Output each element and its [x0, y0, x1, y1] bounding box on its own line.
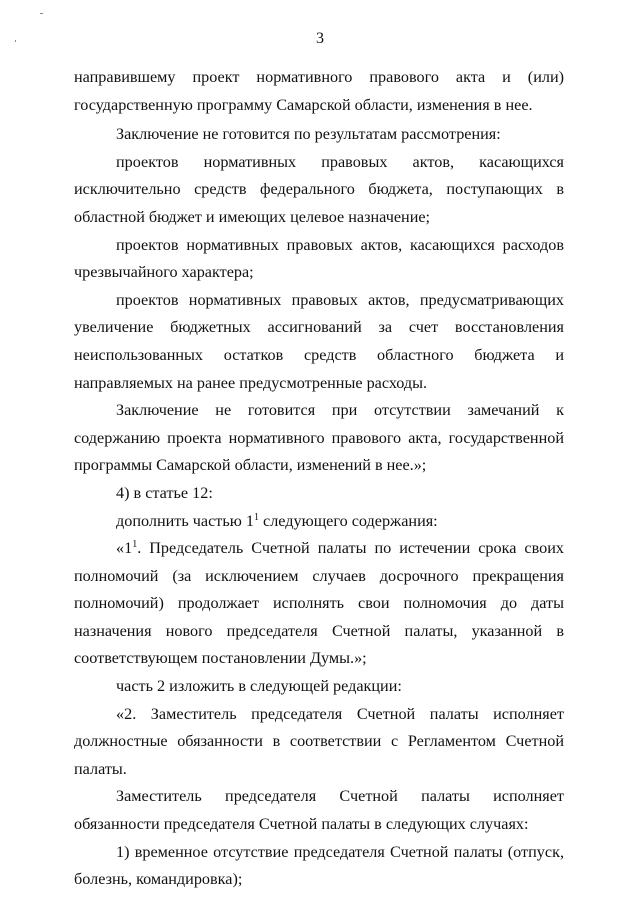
document-body [74, 64, 564, 894]
paragraph-12: Заместитель председателя Счетной палаты исполняет обязанности председателя Счетной палаты в следующих случаях: [74, 787, 564, 834]
paragraph-2: Заключение не готовится по результатам рассмотрения: [116, 125, 501, 144]
scan-mark-1 [40, 13, 43, 14]
paragraph-10: часть 2 изложить в следующей редакции: [116, 677, 402, 696]
paragraph-1: направившему проект нормативного правового акта и (или) государственную программу Самарской области, изменения в нее. [74, 68, 564, 114]
paragraph-4: проектов нормативных правовых актов, касающихся расходов чрезвычайного характера; [74, 235, 564, 282]
paragraph-8-superscript: 1 [253, 511, 259, 523]
paragraph-8 [74, 508, 564, 536]
paragraph-6: Заключение не готовится при отсутствии замечаний к содержанию проекта нормативного правового акта, государственной программы Самарской области, изменений в нее.»; [74, 401, 564, 475]
paragraph-9-text-a: «1 [116, 539, 133, 558]
paragraph-9 [74, 535, 564, 673]
paragraph-8-text-b: следующего содержания: [258, 511, 438, 530]
paragraph-5: проектов нормативных правовых актов, предусматривающих увеличение бюджетных ассигнований за счет восстановления неиспользованных остатков средств областного бюджета и направляемых на ранее предусмотренные расходы. [74, 290, 564, 392]
paragraph-9-text-b: . Председатель Счетной палаты по истечении срока своих полномочий (за исключением случаев досрочного прекращения полномочий) продолжает исполнять свои полномочия до даты назначения нового председателя Счетной палаты, указанной в соответствующем постановлении Думы.»; [74, 539, 564, 668]
paragraph-3: проектов нормативных правовых актов, касающихся исключительно средств федерального бюджета, поступающих в областной бюджет и имеющих целевое назначение; [74, 152, 564, 226]
paragraph-9-superscript: 1 [132, 539, 138, 551]
paragraph-11: «2. Заместитель председателя Счетной палаты исполняет должностные обязанности в соответствии с Регламентом Счетной палаты. [74, 704, 564, 778]
paragraph-8-text-a: дополнить частью 1 [116, 511, 254, 530]
page-number: 3 [316, 30, 324, 47]
paragraph-7: 4) в статье 12: [116, 483, 213, 502]
paragraph-13: 1) временное отсутствие председателя Счетной палаты (отпуск, болезнь, командировка); [74, 842, 564, 889]
